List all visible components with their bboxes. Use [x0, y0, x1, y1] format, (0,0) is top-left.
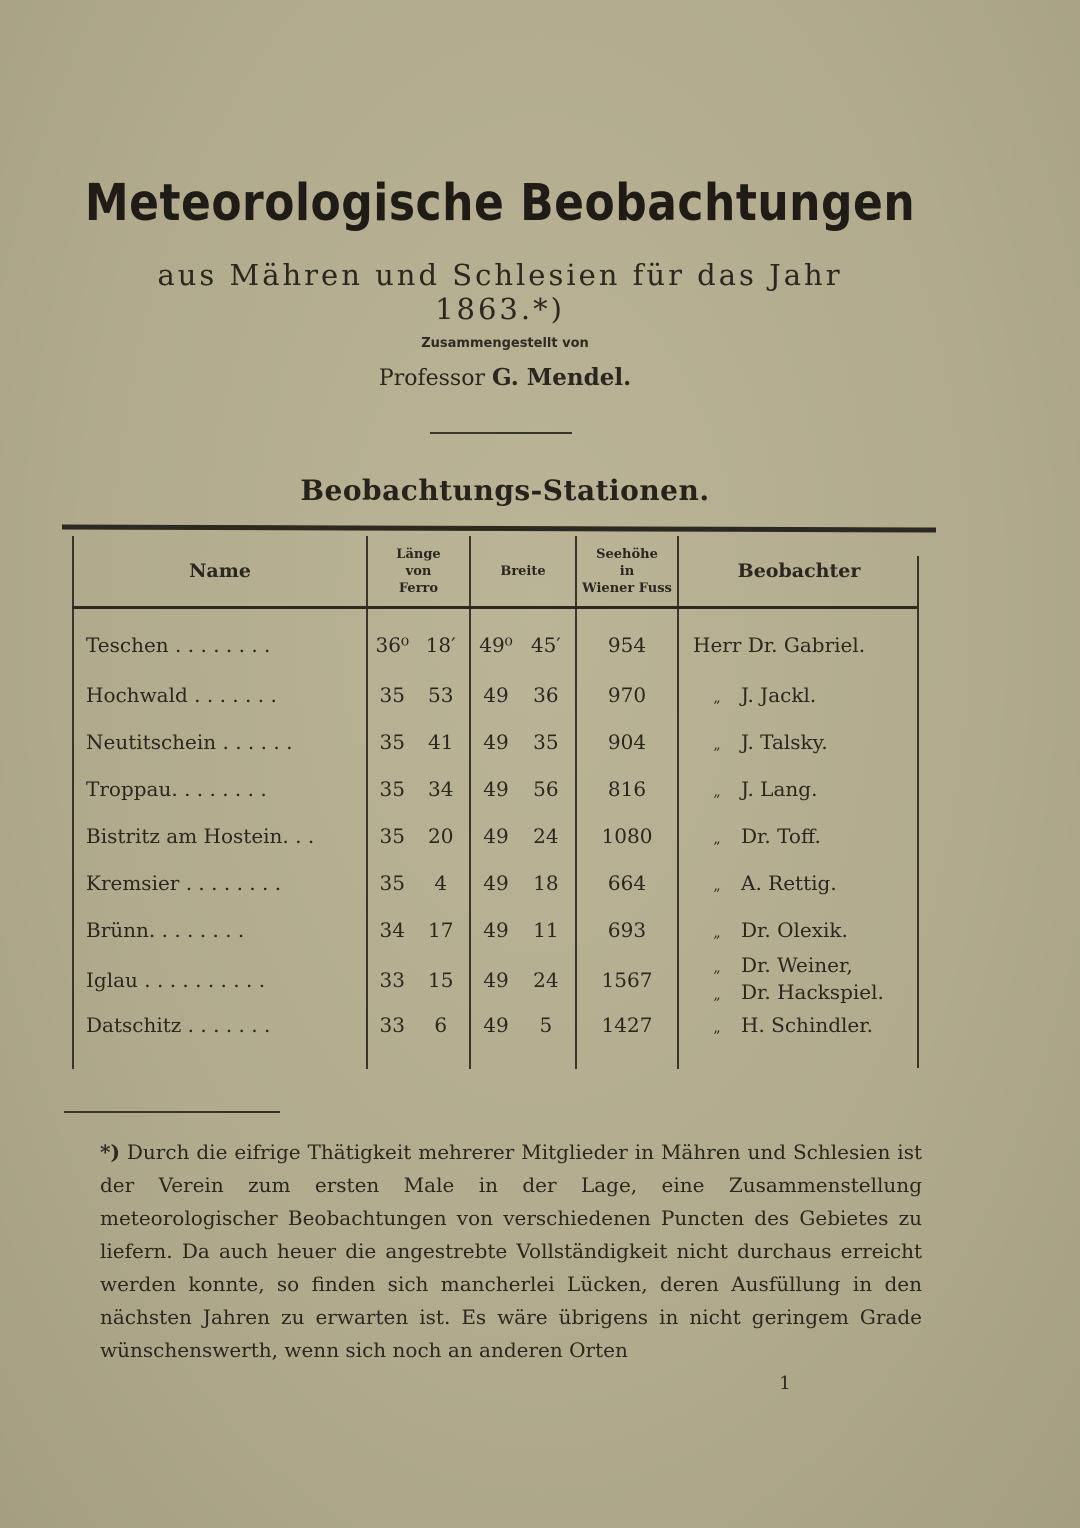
author-prefix: Professor	[378, 366, 485, 391]
laenge-min: 17	[427, 917, 454, 942]
laenge-min: 20	[427, 823, 454, 848]
compiled-by-label: Zusammengestellt von	[421, 336, 589, 351]
ditto-mark: „	[713, 924, 721, 941]
ditto-mark: „	[713, 783, 721, 800]
header-name: Name	[73, 536, 367, 608]
station-breite	[470, 906, 576, 953]
station-observer	[678, 812, 919, 859]
table-top-rule	[62, 524, 936, 532]
laenge-deg: 35	[379, 823, 405, 848]
station-observer	[678, 859, 919, 906]
laenge-min: 53	[427, 682, 454, 707]
author-name: G. Mendel.	[491, 364, 632, 391]
station-seehoehe: 1080	[576, 812, 678, 859]
station-breite	[470, 765, 576, 812]
breite-min: 56	[533, 776, 559, 801]
laenge-deg: 33	[379, 1013, 405, 1037]
footnote-mark: *)	[100, 1140, 120, 1164]
observer-name: J. Jackl.	[741, 682, 817, 707]
laenge-deg: 35	[379, 729, 405, 754]
station-seehoehe: 664	[576, 859, 678, 906]
header-laenge-line: Ferro	[398, 580, 439, 596]
ditto-mark: „	[713, 960, 721, 976]
station-breite	[470, 671, 576, 718]
station-name: Troppau. . . . . . . .	[73, 765, 367, 812]
breite-deg: 49	[483, 968, 509, 992]
breite-min: 5	[539, 1013, 553, 1037]
breite-min: 18	[533, 870, 559, 895]
table-row	[73, 812, 919, 859]
page-title: Meteorologische Beobachtungen	[84, 174, 916, 233]
observer-line	[693, 953, 884, 980]
laenge-deg: 35	[379, 776, 405, 801]
breite-deg: 49	[483, 682, 509, 707]
footnote	[100, 1136, 922, 1367]
table-title: Beobachtungs-Stationen.	[300, 474, 710, 507]
laenge-min: 4	[434, 870, 448, 895]
station-name: Teschen . . . . . . . .	[73, 608, 367, 672]
breite-deg: 49	[483, 917, 509, 942]
observer-name: Dr. Hackspiel.	[741, 980, 884, 1004]
ditto-mark: „	[713, 736, 721, 753]
observer-name: J. Lang.	[741, 776, 818, 801]
station-observer	[678, 1007, 919, 1069]
breite-min: 24	[533, 823, 559, 848]
station-breite	[470, 608, 576, 672]
breite-deg: 49	[483, 729, 509, 754]
observer-name: Dr. Weiner,	[741, 953, 853, 977]
breite-deg: 49	[483, 776, 509, 801]
observer-prefix: Herr	[693, 633, 742, 657]
breite-min: 35	[533, 729, 559, 754]
laenge-min: 15	[427, 968, 454, 992]
breite-min: 24	[533, 968, 559, 992]
station-breite	[470, 812, 576, 859]
laenge-deg: 36⁰	[375, 633, 409, 657]
table-row	[73, 718, 919, 765]
observer-name: J. Talsky.	[741, 729, 828, 754]
header-breite: Breite	[470, 536, 576, 608]
station-seehoehe: 1567	[576, 953, 678, 1007]
author-line	[0, 364, 1010, 391]
table-row	[73, 765, 919, 812]
table-right-rule	[917, 556, 919, 1068]
observer-name: H. Schindler.	[741, 1013, 873, 1037]
header-seehoehe-line: Wiener Fuss	[582, 580, 672, 596]
station-name: Bistritz am Hostein. . .	[73, 812, 367, 859]
observer-multi	[693, 953, 884, 1007]
ditto-mark: „	[713, 830, 721, 847]
station-seehoehe: 693	[576, 906, 678, 953]
ditto-mark: „	[713, 987, 721, 1003]
table-row	[73, 859, 919, 906]
header-laenge-line: von	[405, 563, 432, 579]
station-laenge	[367, 812, 470, 859]
station-seehoehe: 970	[576, 671, 678, 718]
table-row	[73, 1007, 919, 1069]
station-laenge	[367, 765, 470, 812]
breite-min: 45′	[530, 633, 561, 657]
ditto-mark: „	[713, 877, 721, 894]
station-laenge	[367, 718, 470, 765]
observer-name: Dr. Gabriel.	[747, 633, 866, 657]
station-name: Datschitz . . . . . . .	[73, 1007, 367, 1069]
station-observer	[678, 765, 919, 812]
breite-deg: 49	[483, 870, 509, 895]
table-row	[73, 906, 919, 953]
station-laenge	[367, 859, 470, 906]
header-seehoehe-line: in	[619, 563, 635, 579]
laenge-min: 6	[434, 1013, 448, 1037]
page-number: 1	[779, 1373, 791, 1394]
station-seehoehe: 1427	[576, 1007, 678, 1069]
table-row	[73, 953, 919, 1007]
station-laenge	[367, 671, 470, 718]
station-name: Hochwald . . . . . . .	[73, 671, 367, 718]
breite-min: 11	[533, 917, 559, 942]
station-breite	[470, 953, 576, 1007]
title-divider	[430, 432, 572, 434]
laenge-deg: 35	[379, 682, 405, 707]
station-observer	[678, 718, 919, 765]
laenge-min: 18′	[425, 633, 456, 657]
station-breite	[470, 1007, 576, 1069]
breite-deg: 49	[483, 1013, 509, 1037]
breite-deg: 49⁰	[479, 633, 513, 657]
observer-name: Dr. Olexik.	[741, 917, 848, 942]
footnote-text: Durch die eifrige Thätigkeit mehrerer Mitglieder in Mähren und Schlesien ist der Verein zum ersten Male in der Lage, eine Zusammenstellung meteorologischer Beobachtungen von verschiedenen Puncten des Gebietes zu liefern. Da auch heuer die angestrebte Vollständigkeit nicht durchaus erreicht werden konnte, so finden sich mancherlei Lücken, deren Ausfüllung in den nächsten Jahren zu erwarten ist. Es wäre übrigens in nicht geringem Grade wünschenswerth, wenn sich noch an anderen Orten	[100, 1140, 922, 1362]
laenge-min: 41	[427, 729, 454, 754]
station-seehoehe: 954	[576, 608, 678, 672]
header-laenge	[367, 536, 470, 608]
header-seehoehe-line: Seehöhe	[596, 546, 658, 562]
ditto-mark: „	[713, 1020, 721, 1036]
station-seehoehe: 904	[576, 718, 678, 765]
station-name: Neutitschein . . . . . .	[73, 718, 367, 765]
laenge-deg: 34	[379, 917, 405, 942]
station-laenge	[367, 953, 470, 1007]
station-laenge	[367, 1007, 470, 1069]
table-header-row	[73, 536, 919, 608]
station-observer	[678, 608, 919, 672]
breite-deg: 49	[483, 823, 509, 848]
observer-name: Dr. Toff.	[741, 823, 821, 848]
station-breite	[470, 859, 576, 906]
station-laenge	[367, 608, 470, 672]
observer-name: A. Rettig.	[741, 870, 837, 895]
stations-table-wrap	[62, 526, 938, 1070]
header-seehoehe	[576, 536, 678, 608]
page-subtitle: aus Mähren und Schlesien für das Jahr 1863.*)	[157, 258, 843, 326]
observer-line	[693, 980, 884, 1007]
station-observer	[678, 906, 919, 953]
laenge-min: 34	[427, 776, 454, 801]
station-name: Iglau . . . . . . . . . .	[73, 953, 367, 1007]
station-observer	[678, 953, 919, 1007]
table-row	[73, 608, 919, 672]
station-seehoehe: 816	[576, 765, 678, 812]
station-name: Kremsier . . . . . . . .	[73, 859, 367, 906]
table-row	[73, 671, 919, 718]
ditto-mark: „	[713, 689, 721, 706]
station-breite	[470, 718, 576, 765]
station-name: Brünn. . . . . . . .	[73, 906, 367, 953]
header-laenge-line: Länge	[396, 546, 441, 562]
laenge-deg: 33	[379, 968, 405, 992]
breite-min: 36	[533, 682, 559, 707]
laenge-deg: 35	[379, 870, 405, 895]
stations-table	[72, 536, 919, 1069]
station-observer	[678, 671, 919, 718]
station-laenge	[367, 906, 470, 953]
header-beobachter: Beobachter	[678, 536, 919, 608]
footnote-divider	[64, 1111, 280, 1113]
